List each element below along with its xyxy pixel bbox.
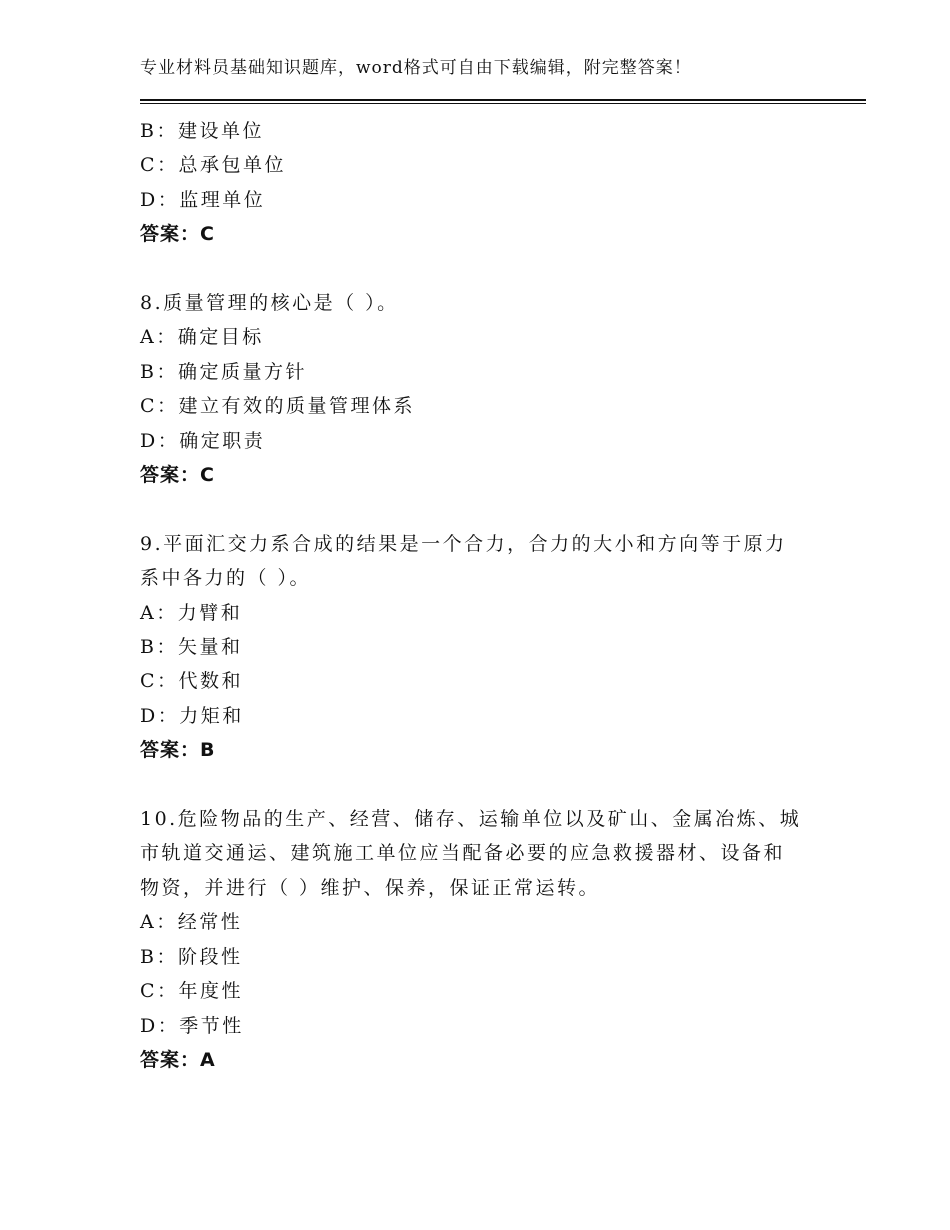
option-c: C：总承包单位 [140,154,287,177]
answer-line: 答案：B [140,739,216,762]
question-text-line-1: 10.危险物品的生产、经营、储存、运输单位以及矿山、金属冶炼、城 [140,808,802,831]
question-text: 8.质量管理的核心是（ ）。 [140,292,399,315]
option-d: D：确定职责 [140,429,266,452]
answer-line: 答案：A [140,1048,216,1071]
answer-line: 答案：C [140,464,215,487]
option-c: C：代数和 [140,670,244,693]
option-d: D：力矩和 [140,704,244,727]
option-a: A：经常性 [140,911,243,934]
spacer [140,768,830,802]
spacer [140,252,830,286]
question-8 [140,286,830,492]
question-text-line-2: 市轨道交通运、建筑施工单位应当配备必要的应急救援器材、设备和 [140,842,786,865]
option-b: B：阶段性 [140,945,243,968]
header-rule-thick [140,99,866,101]
option-c: C：建立有效的质量管理体系 [140,395,416,418]
option-a: A：确定目标 [140,326,264,349]
question-7-continued [140,114,830,252]
option-b: B：建设单位 [140,120,264,142]
page-header: 专业材料员基础知识题库，word格式可自由下载编辑，附完整答案！ [140,58,692,78]
question-text-line-3: 物资，并进行（ ）维护、保养，保证正常运转。 [140,876,601,899]
spacer [140,492,830,526]
answer-line: 答案：C [140,223,215,246]
question-text-line-2: 系中各力的（ ）。 [140,567,312,590]
question-text-line-1: 9.平面汇交力系合成的结果是一个合力，合力的大小和方向等于原力 [140,532,787,555]
option-b: B：确定质量方针 [140,360,307,383]
question-list [140,114,830,1077]
question-9 [140,527,830,768]
option-d: D：季节性 [140,1014,244,1037]
option-d: D：监理单位 [140,188,266,211]
header-rule-thin [140,103,866,104]
option-b: B：矢量和 [140,636,243,659]
option-c: C：年度性 [140,980,244,1003]
option-a: A：力臂和 [140,601,243,624]
question-10 [140,802,830,1077]
